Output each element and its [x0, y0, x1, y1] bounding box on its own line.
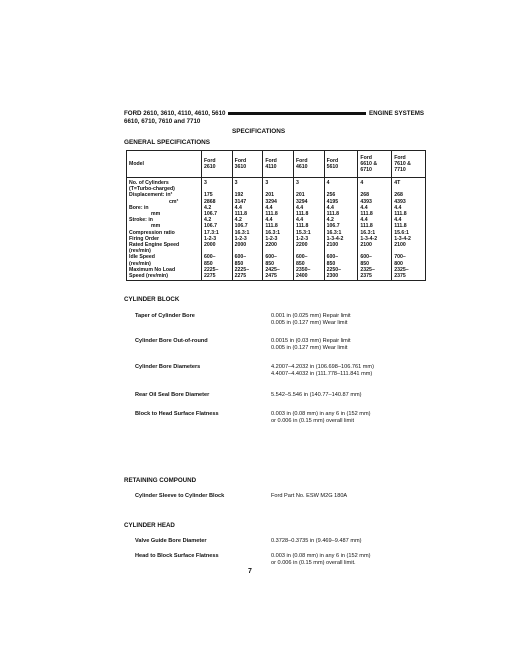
table-cell: 600– 850 — [263, 254, 294, 266]
table-cell: 3 — [263, 178, 294, 193]
spec-value: Ford Part No. ESW M2G 180A — [271, 493, 348, 499]
table-cell: 16.3:1 — [263, 230, 294, 236]
model-column-header: Ford 4610 — [293, 151, 324, 178]
table-cell: 2425– 2475 — [263, 267, 294, 281]
table-cell: 2350– 2400 — [293, 267, 324, 281]
header-models-line1: FORD 2610, 3610, 4110, 4610, 5610 — [124, 110, 226, 117]
table-cell: 600– 850 — [358, 254, 392, 266]
table-row — [127, 205, 426, 217]
table-cell: 4.2 106.7 — [202, 217, 233, 229]
table-row — [127, 267, 426, 281]
model-column-header: Ford 6610 & 6710 — [358, 151, 392, 178]
table-cell: 4 — [324, 178, 358, 193]
table-cell: 1-2-3 — [293, 236, 324, 242]
table-cell: 3 — [202, 178, 233, 193]
table-cell: 2225– 2275 — [232, 267, 263, 281]
page-number: 7 — [248, 568, 252, 575]
table-cell: 16.3:1 — [232, 230, 263, 236]
table-cell: 600– 850 — [232, 254, 263, 266]
table-cell: 600– 850 — [293, 254, 324, 266]
model-column-header: Ford 5610 — [324, 151, 358, 178]
table-cell: 4.4 111.8 — [263, 217, 294, 229]
table-cell: 4.4 111.8 — [358, 217, 392, 229]
spec-value: 5.542–5.546 in (140.77–140.87 mm) — [271, 392, 362, 398]
header-section: ENGINE SYSTEMS — [368, 110, 424, 117]
spec-label: Cylinder Bore Diameters — [135, 364, 201, 370]
table-cell: 4.4 111.8 — [293, 217, 324, 229]
spec-value: 4.2007–4.2032 in (106.698–106.761 mm) 4.4007–4.4032 in (111.778–111.841 mm) — [271, 364, 374, 378]
table-cell: 15.6:1 — [392, 230, 426, 236]
table-cell: 2100 — [324, 242, 358, 254]
table-cell: 4.4 111.8 — [263, 205, 294, 217]
table-cell: 4.4 111.8 — [293, 205, 324, 217]
spec-label: Taper of Cylinder Bore — [135, 313, 195, 319]
table-cell: 1-3-4-2 — [324, 236, 358, 242]
spec-value: 0.001 in (0.025 mm) Repair limit 0.005 in (0.127 mm) Wear limit — [271, 313, 351, 327]
table-cell: 2100 — [358, 242, 392, 254]
row-label: Compression ratio — [127, 230, 202, 236]
table-cell: 1-2-3 — [232, 236, 263, 242]
table-cell: 4T — [392, 178, 426, 193]
cylinder-block-title: CYLINDER BLOCK — [124, 296, 180, 303]
page-title: SPECIFICATIONS — [232, 128, 286, 135]
table-cell: 4 — [358, 178, 392, 193]
model-column-header: Ford 4110 — [263, 151, 294, 178]
table-cell: 3 — [232, 178, 263, 193]
spec-value: 0.3728–0.3735 in (9.469–9.487 mm) — [271, 538, 362, 544]
model-column-header: Ford 3610 — [232, 151, 263, 178]
table-cell: 2000 — [202, 242, 233, 254]
row-label: Stroke: in mm — [127, 217, 202, 229]
row-label: Idle Speed (rev/min) — [127, 254, 202, 266]
table-row — [127, 178, 426, 193]
spec-label: Cylinder Sleeve to Cylinder Block — [135, 493, 225, 499]
general-specs-table — [126, 150, 426, 281]
table-cell: 15.3:1 — [293, 230, 324, 236]
spec-value: 0.003 in (0.08 mm) in any 6 in (152 mm) or 0.006 in (0.15 mm) overall limit. — [271, 553, 371, 567]
table-cell: 4.4 111.8 — [358, 205, 392, 217]
table-cell: 17.3:1 — [202, 230, 233, 236]
table-cell: 4.2 106.7 — [202, 205, 233, 217]
model-column-header: Ford 2610 — [202, 151, 233, 178]
row-label: Maximum No Load Speed (rev/min) — [127, 267, 202, 281]
table-row — [127, 192, 426, 204]
spec-label: Rear Oil Seal Bore Diameter — [135, 392, 210, 398]
table-cell: 1-3-4-2 — [392, 236, 426, 242]
running-header — [124, 110, 424, 125]
table-header-row — [127, 151, 426, 178]
table-cell: 2000 — [232, 242, 263, 254]
table-cell: 1-3-4-2 — [358, 236, 392, 242]
table-cell: 175 2868 — [202, 192, 233, 204]
table-cell: 1-2-3 — [202, 236, 233, 242]
spec-label: Valve Guide Bore Diameter — [135, 538, 207, 544]
table-row — [127, 254, 426, 266]
table-cell: 2200 — [293, 242, 324, 254]
model-header: Model — [127, 151, 202, 178]
table-cell: 2325– 2375 — [392, 267, 426, 281]
table-cell: 2250– 2300 — [324, 267, 358, 281]
row-label: Rated Engine Speed (rev/min) — [127, 242, 202, 254]
table-cell: 4.2 106.7 — [232, 217, 263, 229]
spec-value: 0.003 in (0.08 mm) in any 6 in (152 mm) or 0.006 in (0.15 mm) overall limit — [271, 411, 371, 425]
table-cell: 4.4 111.8 — [324, 205, 358, 217]
table-cell: 201 3294 — [293, 192, 324, 204]
spec-label: Block to Head Surface Flatness — [135, 411, 219, 417]
header-rule — [228, 112, 366, 115]
table-cell: 4.4 111.8 — [232, 205, 263, 217]
table-cell: 192 3147 — [232, 192, 263, 204]
table-cell: 1-2-3 — [263, 236, 294, 242]
cylinder-head-title: CYLINDER HEAD — [124, 522, 175, 529]
row-label: Bore: in mm — [127, 205, 202, 217]
row-label: No. of Cylinders (T=Turbo-charged) — [127, 178, 202, 193]
table-cell: 600– 850 — [324, 254, 358, 266]
model-column-header: Ford 7610 & 7710 — [392, 151, 426, 178]
table-cell: 201 3294 — [263, 192, 294, 204]
table-cell: 2200 — [263, 242, 294, 254]
table-cell: 4.4 111.8 — [392, 205, 426, 217]
header-models-line2: 6610, 6710, 7610 and 7710 — [124, 117, 201, 125]
table-cell: 16.3:1 — [324, 230, 358, 236]
table-cell: 3 — [293, 178, 324, 193]
table-cell: 600– 850 — [202, 254, 233, 266]
table-body — [127, 178, 426, 281]
retaining-compound-title: RETAINING COMPOUND — [124, 477, 197, 484]
table-cell: 268 4393 — [392, 192, 426, 204]
table-cell: 4.4 111.8 — [392, 217, 426, 229]
table-cell: 2225– 2275 — [202, 267, 233, 281]
table-row — [127, 242, 426, 254]
general-specs-title: GENERAL SPECIFICATIONS — [124, 139, 211, 146]
row-label: Displacement: in³ cm³ — [127, 192, 202, 204]
spec-label: Head to Block Surface Flatness — [135, 553, 219, 559]
table-cell: 268 4393 — [358, 192, 392, 204]
row-label: Firing Order — [127, 236, 202, 242]
table-cell: 2325– 2375 — [358, 267, 392, 281]
spec-label: Cylinder Bore Out-of-round — [135, 338, 208, 344]
table-cell: 256 4195 — [324, 192, 358, 204]
table-cell: 4.2 106.7 — [324, 217, 358, 229]
table-cell: 16.3:1 — [358, 230, 392, 236]
table-cell: 2100 — [392, 242, 426, 254]
table-row — [127, 217, 426, 229]
table-cell: 700– 800 — [392, 254, 426, 266]
spec-value: 0.0015 in (0.03 mm) Repair limit 0.005 in (0.127 mm) Wear limit — [271, 338, 351, 352]
